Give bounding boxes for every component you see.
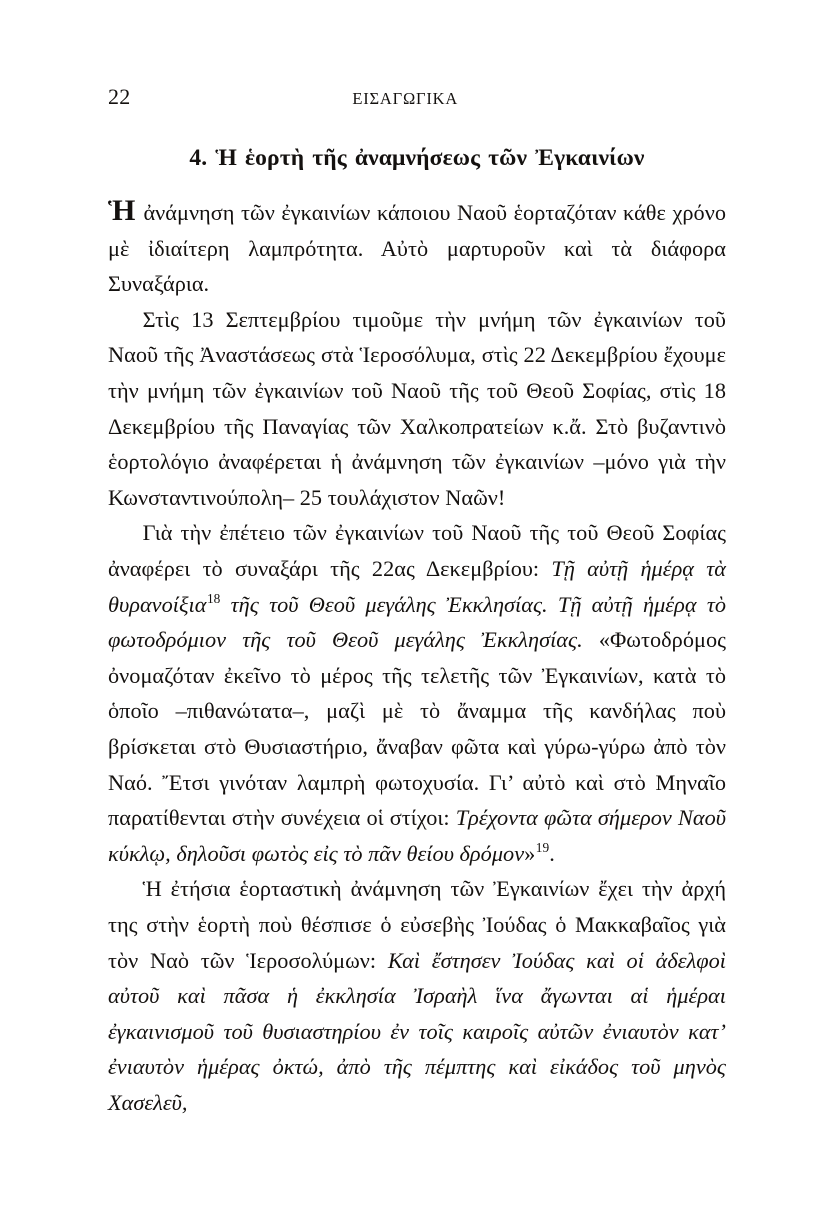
paragraph-2: Στὶς 13 Σεπτεμβρίου τιμοῦμε τὴν μνήμη τῶν ἐγκαινίων τοῦ Ναοῦ τῆς Ἀναστάσεως στὰ Ἱεροσόλυμα, στὶς 22 Δεκεμβρίου ἔχουμε τὴν μνήμη τῶν ἐγκαινίων τοῦ Ναοῦ τῆς τοῦ Θεοῦ Σοφίας, στὶς 18 Δεκεμβρίου τῆς Παναγίας τῶν Χαλκοπρατείων κ.ἄ. Στὸ βυζαντινὸ ἑορτολόγιο ἀναφέρεται ἡ ἀνάμνηση τῶν ἐγκαινίων –μόνο γιὰ τὴν Κωνσταντινούπολη– 25 τουλάχιστον Ναῶν!	[108, 306, 726, 510]
paragraph-1-text: ἀνάμνηση τῶν ἐγκαινίων κάποιου Ναοῦ ἑορταζόταν κάθε χρόνο μὲ ἰδιαίτερη λαμπρότητα. Αὐτὸ μαρτυροῦν καὶ τὰ διάφορα Συναξάρια.	[108, 200, 726, 297]
p3-run-4: .	[549, 840, 555, 866]
page-number: 22	[108, 84, 131, 109]
p3-italic-2: τῆς τοῦ Θεοῦ μεγάλης Ἐκκλησίας. Τῇ αὐτῇ ἡμέρᾳ τὸ φωτοδρόμιον τῆς τοῦ Θεοῦ μεγάλης Ἐκκλησίας.	[108, 591, 726, 653]
p3-run-1: Γιὰ τὴν ἐπέτειο τῶν ἐγκαινίων τοῦ Ναοῦ τῆς τοῦ Θεοῦ Σοφίας ἀναφέρει τὸ συναξάρι τῆς 22ας Δεκεμβρίου:	[108, 520, 726, 582]
paragraph-1	[108, 195, 726, 302]
paragraph-4	[108, 871, 726, 1120]
p3-italic-3: Τρέχοντα φῶτα σήμερον Ναοῦ κύκλῳ, δηλοῦσι φωτὸς εἰς τὸ πᾶν θείου δρόμον	[108, 805, 726, 866]
p4-italic-1: Καὶ ἔστησεν Ἰούδας καὶ οἱ ἀδελφοὶ αὐτοῦ καὶ πᾶσα ἡ ἐκκλησία Ἰσραὴλ ἵνα ἄγωνται αἱ ἡμέραι ἐγκαινισμοῦ τοῦ θυσιαστηρίου ἐν τοῖς καιροῖς αὐτῶν ἐνιαυτὸν κατ’ ἐνιαυτὸν ἡμέρας ὀκτώ, ἀπὸ τῆς πέμπτης καὶ εἰκάδος τοῦ μηνὸς Χασελεῦ,	[108, 947, 726, 1115]
paragraph-3	[108, 515, 726, 871]
p3-run-3: »	[524, 840, 536, 866]
p4-run-1: Ἡ ἐτήσια ἑορταστικὴ ἀνάμνηση τῶν Ἐγκαινίων ἔχει τὴν ἀρχή της στὴν ἑορτὴ ποὺ θέσπισε ὁ εὐσεβὴς Ἰούδας ὁ Μακκαβαῖος γιὰ τὸν Ναὸ τῶν Ἱεροσολύμων:	[108, 876, 726, 973]
footnote-marker-19[interactable]: 19	[535, 840, 550, 856]
section-heading: 4. Ἡ ἑορτὴ τῆς ἀναμνήσεως τῶν Ἐγκαινίων	[189, 145, 645, 171]
drop-cap: Ἡ	[108, 194, 136, 228]
footnote-marker-18[interactable]: 18	[206, 591, 221, 607]
p3-italic-1: Τῇ αὐτῇ ἡμέρᾳ τὰ θυρανοίξια	[108, 556, 726, 617]
p3-run-2: «Φωτοδρόμος ὀνομαζόταν ἐκεῖνο τὸ μέρος τῆς τελετῆς τῶν Ἐγκαινίων, κατὰ τὸ ὁποῖο –πιθανώτατα–, μαζὶ μὲ τὸ ἄναμμα τῆς κανδήλας ποὺ βρίσκεται στὸ Θυσιαστήριο, ἄναβαν φῶτα καὶ γύρω-γύρω ἀπὸ τὸν Ναό. Ἔτσι γινόταν λαμπρὴ φωτοχυσία. Γι’ αὐτὸ καὶ στὸ Μηναῖο παρατίθενται στὴν συνέχεια οἱ στίχοι:	[108, 627, 726, 831]
running-head	[108, 86, 726, 112]
running-head-title: ΕΙΣΑΓΩΓΙΚΑ	[352, 89, 459, 108]
text-block	[108, 143, 726, 1121]
